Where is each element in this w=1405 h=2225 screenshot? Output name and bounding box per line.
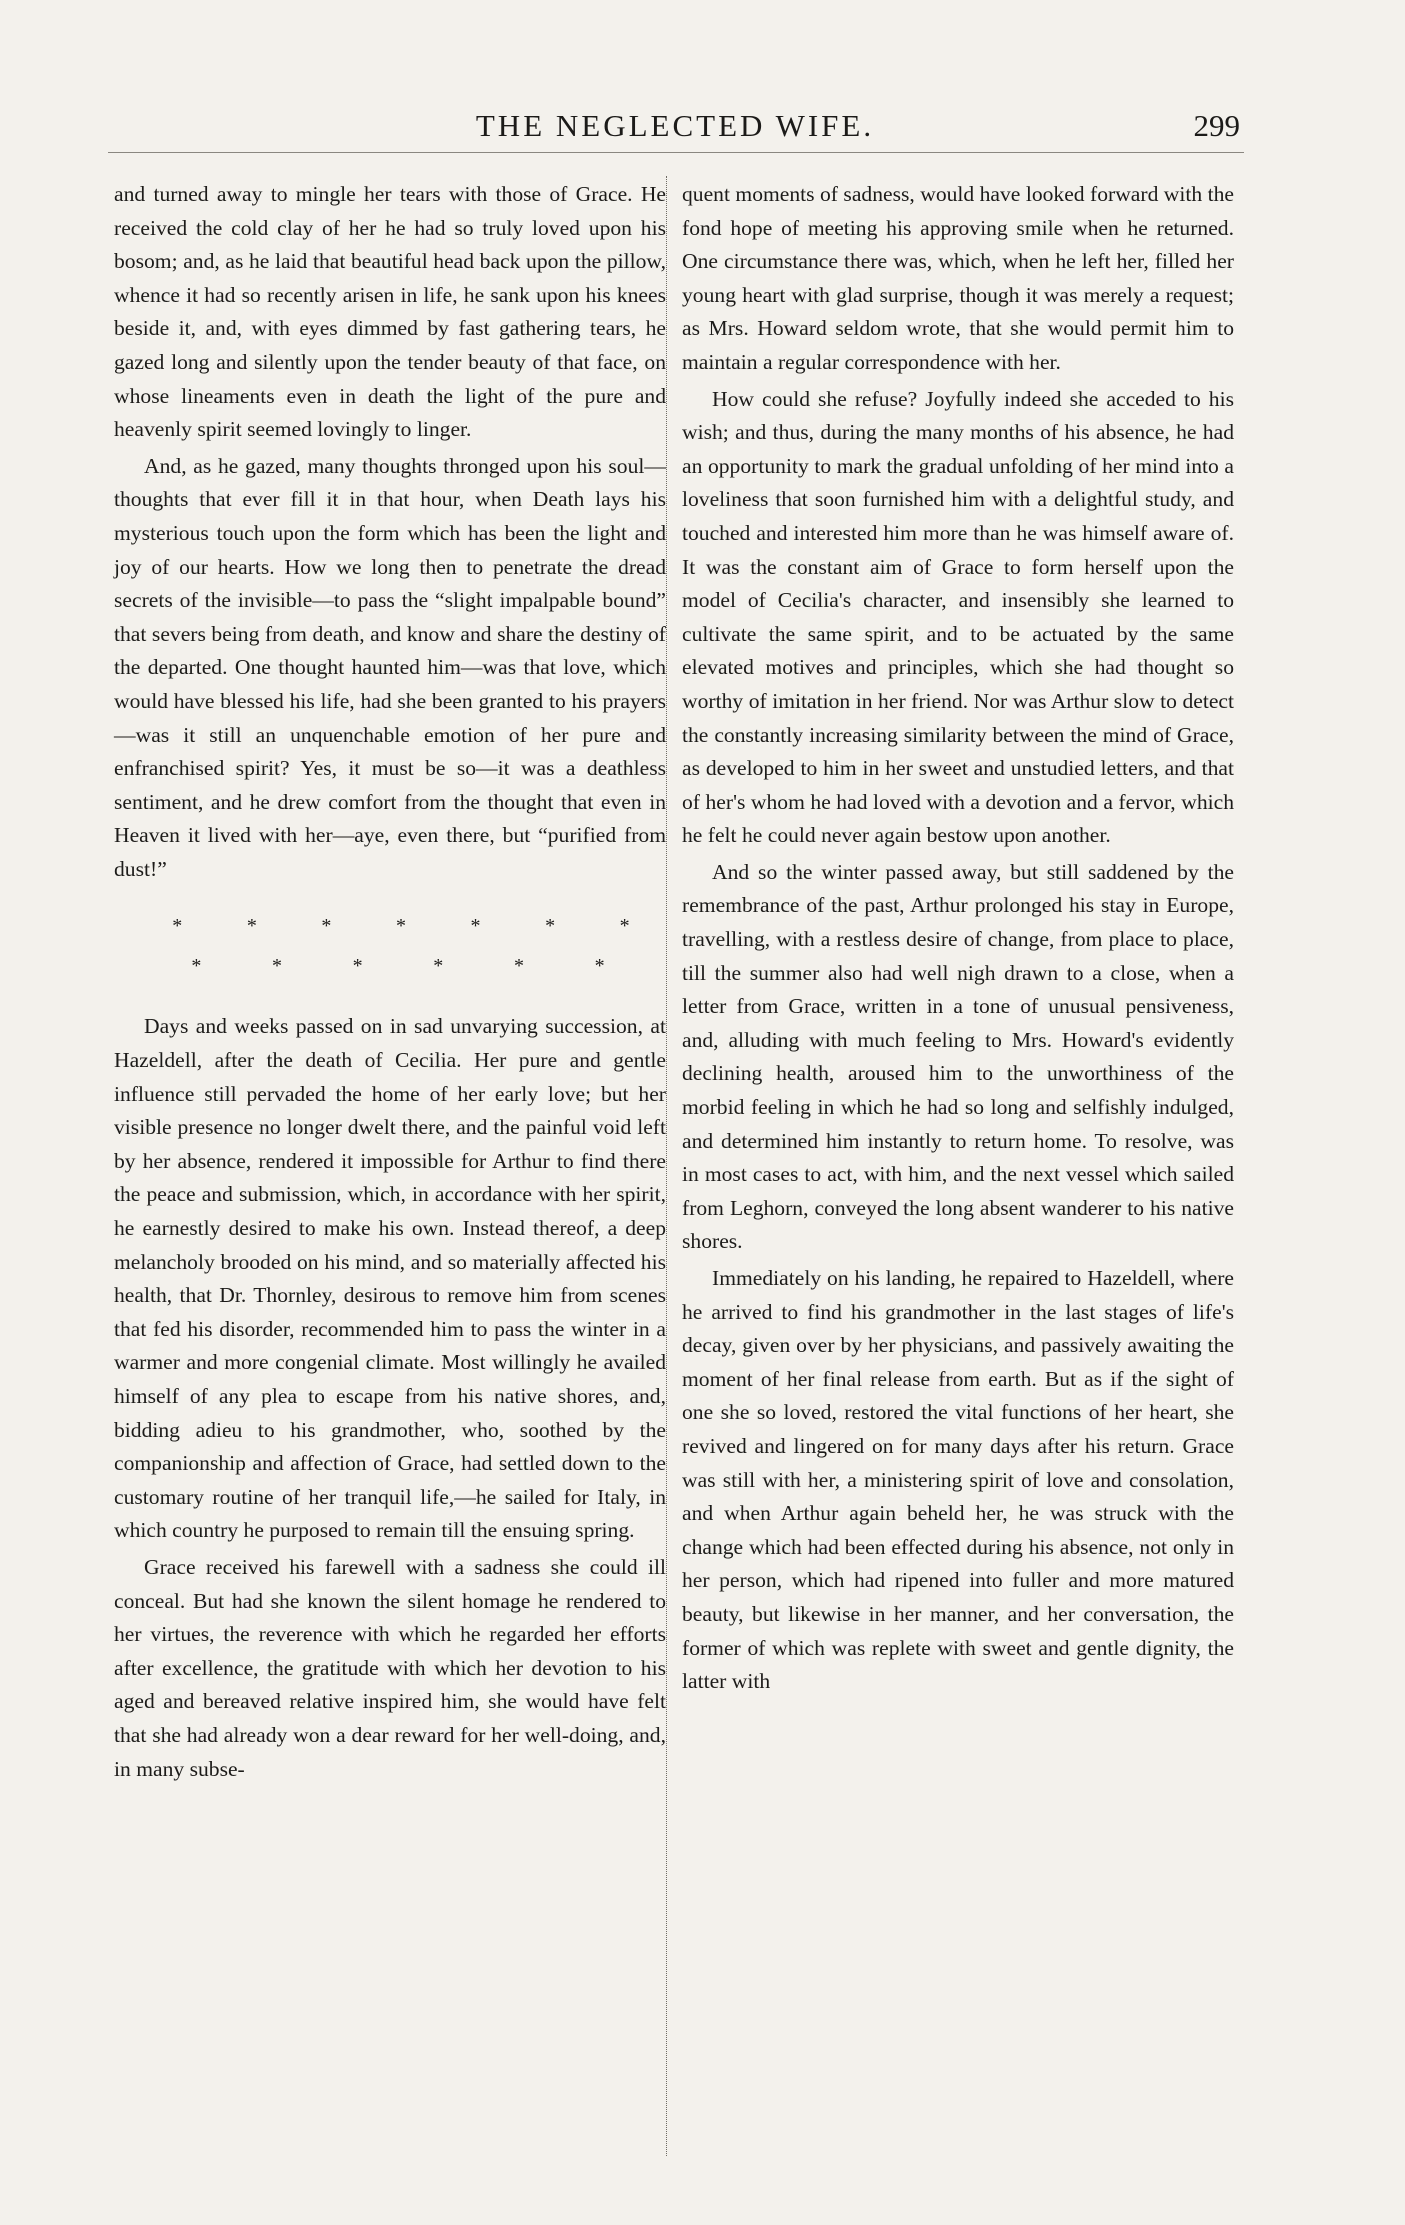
asterisk: *	[545, 914, 556, 937]
paragraph: and turned away to mingle her tears with those of Grace. He received the cold clay of her he had so truly loved upon his bosom; and, as he laid that beautiful head back upon the pillow, whence it had so recently arisen in life, he sank upon his knees beside it, and, with eyes dimmed by fast gathering tears, he gazed long and silently upon the tender beauty of that face, on whose lineaments even in death the light of the pure and heavenly spirit seemed lovingly to linger.	[114, 182, 666, 442]
paragraph: Days and weeks passed on in sad unvarying succession, at Hazeldell, after the death of Cecilia. Her pure and gentle influence still pervaded the home of her early love; but her visible presence no longer dwelt there, and the painful void left by her absence, rendered it impossible for Arthur to find there the peace and submission, which, in accordance with her spirit, he earnestly desired to make his own. Instead thereof, a deep melancholy brooded on his mind, and so materially affected his health, that Dr. Thornley, desirous to remove him from scenes that fed his disorder, recommended him to pass the winter in a warmer and more congenial climate. Most willingly he availed himself of any plea to escape from his native shores, and, bidding adieu to his grandmother, who, soothed by the companionship and affection of Grace, had settled down to the customary routine of her tranquil life,—he sailed for Italy, in which country he purposed to remain till the ensuing spring.	[114, 1014, 666, 1543]
column-divider	[666, 176, 667, 2156]
asterisk: *	[271, 954, 282, 977]
asterism-row	[114, 908, 666, 944]
asterisk: *	[172, 914, 183, 937]
right-column	[682, 178, 1234, 1699]
asterisk: *	[594, 954, 605, 977]
header-rule	[108, 152, 1244, 153]
asterisk: *	[470, 914, 481, 937]
asterisk: *	[321, 914, 332, 937]
section-break	[114, 908, 666, 984]
asterisk: *	[395, 914, 406, 937]
paragraph: quent moments of sadness, would have looked forward with the fond hope of meeting his approving smile when he returned. One circumstance there was, which, when he left her, filled her young heart with glad surprise, though it was merely a request; as Mrs. Howard seldom wrote, that she would permit him to maintain a regular correspondence with her.	[682, 182, 1234, 374]
page-header	[110, 108, 1240, 148]
paragraph: And so the winter passed away, but still saddened by the remembrance of the past, Arthur prolonged his stay in Europe, travelling, with a restless desire of change, from place to place, till the summer also had well nigh drawn to a close, when a letter from Grace, written in a tone of unusual pensiveness, and, alluding with much feeling to Mrs. Howard's evidently declining health, aroused him to the unworthiness of the morbid feeling in which he had so long and selfishly indulged, and determined him instantly to return home. To resolve, was in most cases to act, with him, and the next vessel which sailed from Leghorn, conveyed the long absent wanderer to his native shores.	[682, 859, 1234, 1254]
running-title: THE NEGLECTED WIFE.	[475, 108, 875, 143]
paragraph: Grace received his farewell with a sadness she could ill conceal. But had she known the silent homage he rendered to her virtues, the reverence with which he regarded her efforts after excellence, the gratitude with which her devotion to his aged and bereaved relative inspired him, she would have felt that she had already won a dear reward for her well-doing, and, in many subse-	[114, 1554, 666, 1781]
paragraph: And, as he gazed, many thoughts thronged upon his soul—thoughts that ever fill it in that hour, when Death lays his mysterious touch upon the form which has been the light and joy of our hearts. How we long then to penetrate the dread secrets of the invisible—to pass the “slight impalpable bound” that severs being from death, and know and share the destiny of the departed. One thought haunted him—was that love, which would have blessed his life, had she been granted to his prayers—was it still an unquenchable emotion of her pure and enfranchised spirit? Yes, it must be so—it was a deathless sentiment, and he drew comfort from the thought that even in Heaven it lived with her—aye, even there, but “purified from dust!”	[114, 453, 666, 881]
asterisk: *	[433, 954, 444, 977]
asterisk: *	[352, 954, 363, 977]
asterisk: *	[191, 954, 202, 977]
asterisk: *	[619, 914, 630, 937]
paragraph: Immediately on his landing, he repaired to Hazeldell, where he arrived to find his grandmother in the last stages of life's decay, given over by her physicians, and passively awaiting the moment of her final release from earth. But as if the sight of one she so loved, restored the vital functions of her heart, she revived and lingered on for many days after his return. Grace was still with her, a ministering spirit of love and consolation, and when Arthur again beheld her, he was struck with the change which had been effected during his absence, not only in her person, which had ripened into fuller and more matured beauty, but likewise in her manner, and her conversation, the former of which was replete with sweet and gentle dignity, the latter with	[682, 1266, 1234, 1694]
asterism-row	[114, 948, 666, 984]
left-column	[114, 178, 666, 1786]
page-number: 299	[1193, 108, 1240, 143]
asterisk: *	[246, 914, 257, 937]
asterisk: *	[513, 954, 524, 977]
paragraph: How could she refuse? Joyfully indeed she acceded to his wish; and thus, during the many months of his absence, he had an opportunity to mark the gradual unfolding of her mind into a loveliness that soon furnished him with a delightful study, and touched and interested him more than he was himself aware of. It was the constant aim of Grace to form herself upon the model of Cecilia's character, and insensibly she learned to cultivate the same spirit, and to be actuated by the same elevated motives and principles, which she had thought so worthy of imitation in her friend. Nor was Arthur slow to detect the constantly increasing similarity between the mind of Grace, as developed to him in her sweet and unstudied letters, and that of her's whom he had loved with a devotion and a fervor, which he felt he could never again bestow upon another.	[682, 386, 1234, 848]
